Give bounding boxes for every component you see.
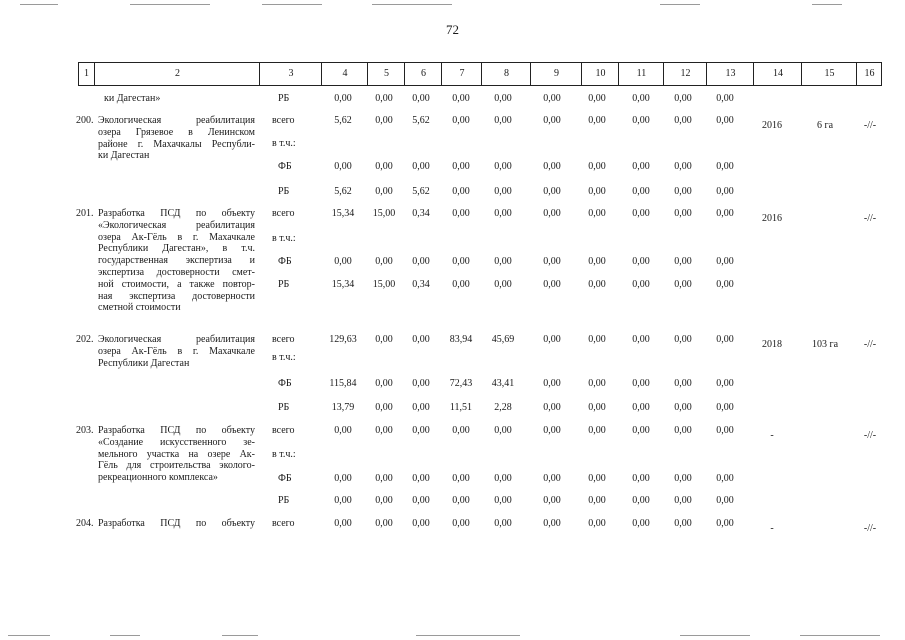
value-cell: 5,62 [334, 115, 352, 126]
value-cell: 0,00 [412, 402, 430, 413]
value-cell: 0,00 [716, 402, 734, 413]
header-cell-1: 1 [84, 68, 89, 79]
description-line: Разработка ПСД по объекту [98, 518, 255, 529]
header-cell-8: 8 [481, 63, 531, 85]
value-cell: 0,00 [674, 115, 692, 126]
year-cell: 2016 [762, 213, 782, 224]
header-cell-7: 7 [441, 63, 482, 85]
ditto-cell: -//- [863, 213, 877, 224]
value-cell: 0,00 [674, 186, 692, 197]
funding-type: всего [272, 334, 295, 345]
value-cell: 83,94 [449, 334, 473, 345]
scan-edge-line [262, 4, 322, 5]
description-line: озера Ак-Гёль в г. Махачкале [98, 345, 255, 357]
value-cell: 0,00 [543, 402, 561, 413]
value-cell: 0,00 [543, 161, 561, 172]
value-cell: 0,00 [494, 256, 512, 267]
value-cell: 0,00 [412, 93, 430, 104]
value-cell: 0,00 [632, 495, 650, 506]
year-cell: 2016 [762, 120, 782, 131]
value-cell: 0,00 [716, 425, 734, 436]
object-description [98, 208, 255, 314]
value-cell: 0,00 [452, 115, 470, 126]
value-cell: 0,00 [716, 93, 734, 104]
value-cell: 0,00 [543, 518, 561, 529]
funding-type: всего [272, 208, 295, 219]
description-line: рекреационного комплекса» [98, 472, 218, 484]
funding-type: ФБ [278, 256, 292, 267]
value-cell: 0,00 [452, 93, 470, 104]
value-cell: 0,00 [412, 334, 430, 345]
value-cell: 15,34 [331, 279, 355, 290]
value-cell: 0,00 [412, 473, 430, 484]
header-cell-2: 2 [94, 63, 260, 85]
value-cell: 0,00 [632, 256, 650, 267]
header-cell-11: 11 [618, 63, 664, 85]
value-cell: 0,00 [632, 279, 650, 290]
value-cell: 0,00 [588, 425, 606, 436]
value-cell: 0,00 [588, 334, 606, 345]
value-cell: 0,00 [334, 161, 352, 172]
value-cell: 0,00 [452, 161, 470, 172]
funding-type: РБ [278, 495, 290, 506]
value-cell: 0,00 [452, 208, 470, 219]
value-cell: 0,00 [334, 473, 352, 484]
value-cell: 0,00 [543, 208, 561, 219]
value-cell: 0,00 [494, 518, 512, 529]
value-cell: 0,00 [334, 425, 352, 436]
header-cell-13: 13 [706, 63, 754, 85]
scan-edge-line [8, 635, 50, 636]
funding-type: РБ [278, 93, 290, 104]
value-cell: 0,00 [674, 279, 692, 290]
value-cell: 0,00 [452, 425, 470, 436]
value-cell: 0,00 [588, 256, 606, 267]
value-cell: 0,00 [543, 378, 561, 389]
value-cell: 0,00 [412, 495, 430, 506]
value-cell: 0,00 [375, 93, 393, 104]
value-cell: 0,00 [716, 378, 734, 389]
including-label: в т.ч.: [272, 233, 296, 244]
value-cell: 0,00 [632, 161, 650, 172]
value-cell: 0,00 [716, 334, 734, 345]
value-cell: 0,00 [632, 378, 650, 389]
value-cell: 72,43 [449, 378, 473, 389]
page-number: 72 [446, 22, 459, 37]
value-cell: 0,00 [588, 93, 606, 104]
object-description [98, 115, 255, 162]
value-cell: 0,00 [452, 518, 470, 529]
value-cell: 0,00 [494, 115, 512, 126]
value-cell: 2,28 [494, 402, 512, 413]
row-number: 200. [76, 115, 94, 126]
description-line: «Экологическая реабилитация [98, 219, 255, 231]
value-cell: 0,00 [334, 495, 352, 506]
value-cell: 0,00 [632, 334, 650, 345]
value-cell: 0,00 [543, 186, 561, 197]
value-cell: 0,00 [543, 115, 561, 126]
value-cell: 0,00 [632, 402, 650, 413]
object-description [98, 425, 255, 484]
header-cell-5: 5 [367, 63, 405, 85]
funding-type: РБ [278, 402, 290, 413]
value-cell: 0,00 [375, 334, 393, 345]
value-cell: 0,00 [674, 256, 692, 267]
value-cell: 5,62 [334, 186, 352, 197]
value-cell: 0,00 [716, 518, 734, 529]
value-cell: 0,00 [674, 208, 692, 219]
row-number: 203. [76, 425, 94, 436]
continuation-text: ки Дагестан» [104, 93, 161, 104]
value-cell: 0,00 [674, 425, 692, 436]
value-cell: 0,00 [494, 186, 512, 197]
value-cell: 0,00 [588, 495, 606, 506]
value-cell: 0,00 [588, 115, 606, 126]
value-cell: 0,00 [588, 161, 606, 172]
value-cell: 0,00 [674, 518, 692, 529]
description-line: «Создание искусственного зе- [98, 436, 255, 448]
value-cell: 0,00 [632, 93, 650, 104]
value-cell: 5,62 [412, 186, 430, 197]
scan-edge-line [130, 4, 210, 5]
value-cell: 43,41 [491, 378, 515, 389]
value-cell: 0,00 [543, 425, 561, 436]
ditto-cell: -//- [863, 430, 877, 441]
header-cell-10: 10 [581, 63, 619, 85]
value-cell: 0,00 [588, 378, 606, 389]
value-cell: 0,00 [632, 518, 650, 529]
ditto-cell: -//- [863, 339, 877, 350]
value-cell: 0,00 [375, 115, 393, 126]
value-cell: 13,79 [331, 402, 355, 413]
value-cell: 0,00 [632, 473, 650, 484]
ditto-cell: -//- [863, 523, 877, 534]
funding-type: ФБ [278, 473, 292, 484]
value-cell: 0,00 [375, 161, 393, 172]
value-cell: 0,00 [632, 425, 650, 436]
value-cell: 0,00 [716, 279, 734, 290]
value-cell: 0,00 [543, 473, 561, 484]
description-line: озера Ак-Гёль в г. Махачкале [98, 231, 255, 243]
ditto-cell: -//- [863, 120, 877, 131]
value-cell: 0,00 [452, 186, 470, 197]
value-cell: 129,63 [329, 334, 357, 345]
value-cell: 0,00 [452, 279, 470, 290]
value-cell: 0,00 [632, 115, 650, 126]
value-cell: 0,00 [543, 334, 561, 345]
value-cell: 0,00 [716, 473, 734, 484]
row-number: 204. [76, 518, 94, 529]
scan-edge-line [372, 4, 452, 5]
header-cell-16: 16 [856, 63, 882, 85]
value-cell: 0,00 [375, 518, 393, 529]
value-cell: 0,00 [674, 161, 692, 172]
value-cell: 0,00 [452, 256, 470, 267]
description-line: Разработка ПСД по объекту [98, 425, 255, 436]
header-cell-12: 12 [663, 63, 707, 85]
value-cell: 0,00 [716, 161, 734, 172]
value-cell: 0,00 [494, 495, 512, 506]
funding-type: РБ [278, 186, 290, 197]
value-cell: 0,00 [494, 425, 512, 436]
value-cell: 0,00 [716, 256, 734, 267]
value-cell: 0,00 [494, 208, 512, 219]
value-cell: 0,00 [375, 425, 393, 436]
year-cell: - [770, 430, 774, 441]
description-line: Экологическая реабилитация [98, 115, 255, 126]
value-cell: 0,00 [452, 495, 470, 506]
row-number: 201. [76, 208, 94, 219]
description-line: сметной стоимости [98, 302, 181, 314]
header-cell-9: 9 [530, 63, 582, 85]
value-cell: 0,00 [334, 93, 352, 104]
including-label: в т.ч.: [272, 352, 296, 363]
funding-type: РБ [278, 279, 290, 290]
header-cell-6: 6 [404, 63, 442, 85]
scan-edge-line [812, 4, 842, 5]
value-cell: 0,00 [716, 208, 734, 219]
scan-edge-line [416, 635, 520, 636]
object-description [98, 518, 255, 530]
value-cell: 0,00 [412, 161, 430, 172]
value-cell: 0,00 [588, 186, 606, 197]
description-line: Гёль для строительства эколого- [98, 460, 255, 472]
value-cell: 0,00 [543, 93, 561, 104]
including-label: в т.ч.: [272, 449, 296, 460]
description-line: Республики Дагестан», в т.ч. [98, 243, 255, 255]
value-cell: 0,00 [674, 402, 692, 413]
value-cell: 0,00 [334, 256, 352, 267]
value-cell: 0,00 [674, 473, 692, 484]
description-line: ной стоимости, а также повтор- [98, 278, 255, 290]
value-cell: 0,00 [412, 256, 430, 267]
value-cell: 0,00 [494, 161, 512, 172]
description-line: Экологическая реабилитация [98, 334, 255, 345]
value-cell: 0,00 [716, 186, 734, 197]
scan-edge-line [660, 4, 700, 5]
description-line: Разработка ПСД по объекту [98, 208, 255, 219]
value-cell: 5,62 [412, 115, 430, 126]
value-cell: 0,00 [375, 402, 393, 413]
value-cell: 0,00 [412, 518, 430, 529]
value-cell: 0,00 [588, 402, 606, 413]
header-cell-14: 14 [753, 63, 802, 85]
value-cell: 0,34 [412, 279, 430, 290]
value-cell: 15,34 [331, 208, 355, 219]
value-cell: 0,00 [543, 279, 561, 290]
value-cell: 0,00 [375, 378, 393, 389]
value-cell: 0,00 [334, 518, 352, 529]
year-cell: - [770, 523, 774, 534]
year-cell: 2018 [762, 339, 782, 350]
value-cell: 0,00 [452, 473, 470, 484]
value-cell: 0,00 [674, 334, 692, 345]
description-line: мельного участка на озере Ак- [98, 448, 255, 460]
funding-type: ФБ [278, 378, 292, 389]
value-cell: 0,00 [543, 495, 561, 506]
description-line: ки Дагестан [98, 150, 150, 162]
value-cell: 45,69 [491, 334, 515, 345]
description-line: районе г. Махачкалы Республи- [98, 138, 255, 150]
value-cell: 0,00 [375, 473, 393, 484]
description-line: озера Грязевое в Ленинском [98, 126, 255, 138]
value-cell: 0,00 [543, 256, 561, 267]
header-cell-4: 4 [321, 63, 368, 85]
description-line: ная экспертиза достоверности [98, 290, 255, 302]
scan-edge-line [800, 635, 880, 636]
capacity-cell: 6 га [816, 120, 834, 131]
including-label: в т.ч.: [272, 138, 296, 149]
value-cell: 0,00 [632, 208, 650, 219]
value-cell: 0,00 [494, 279, 512, 290]
object-description [98, 334, 255, 369]
scan-edge-line [20, 4, 58, 5]
value-cell: 0,00 [674, 378, 692, 389]
value-cell: 115,84 [329, 378, 357, 389]
value-cell: 0,00 [375, 495, 393, 506]
scan-edge-line [222, 635, 258, 636]
value-cell: 0,00 [412, 378, 430, 389]
value-cell: 0,00 [494, 93, 512, 104]
value-cell: 0,00 [588, 473, 606, 484]
value-cell: 0,00 [588, 279, 606, 290]
value-cell: 0,00 [375, 256, 393, 267]
value-cell: 0,00 [716, 495, 734, 506]
value-cell: 0,34 [412, 208, 430, 219]
table-header-row [78, 62, 882, 86]
value-cell: 15,00 [372, 279, 396, 290]
value-cell: 0,00 [716, 115, 734, 126]
value-cell: 0,00 [588, 208, 606, 219]
funding-type: всего [272, 115, 295, 126]
value-cell: 11,51 [449, 402, 473, 413]
funding-type: всего [272, 518, 295, 529]
funding-type: всего [272, 425, 295, 436]
header-cell-15: 15 [801, 63, 857, 85]
row-number: 202. [76, 334, 94, 345]
description-line: экспертиза достоверности смет- [98, 266, 255, 278]
header-cell-3: 3 [259, 63, 322, 85]
description-line: государственная экспертиза и [98, 255, 255, 267]
description-line: Республики Дагестан [98, 357, 190, 369]
value-cell: 0,00 [674, 495, 692, 506]
scan-edge-line [680, 635, 750, 636]
value-cell: 0,00 [632, 186, 650, 197]
value-cell: 0,00 [674, 93, 692, 104]
capacity-cell: 103 га [811, 339, 839, 350]
funding-type: ФБ [278, 161, 292, 172]
value-cell: 15,00 [372, 208, 396, 219]
value-cell: 0,00 [412, 425, 430, 436]
scan-edge-line [110, 635, 140, 636]
value-cell: 0,00 [588, 518, 606, 529]
value-cell: 0,00 [494, 473, 512, 484]
value-cell: 0,00 [375, 186, 393, 197]
